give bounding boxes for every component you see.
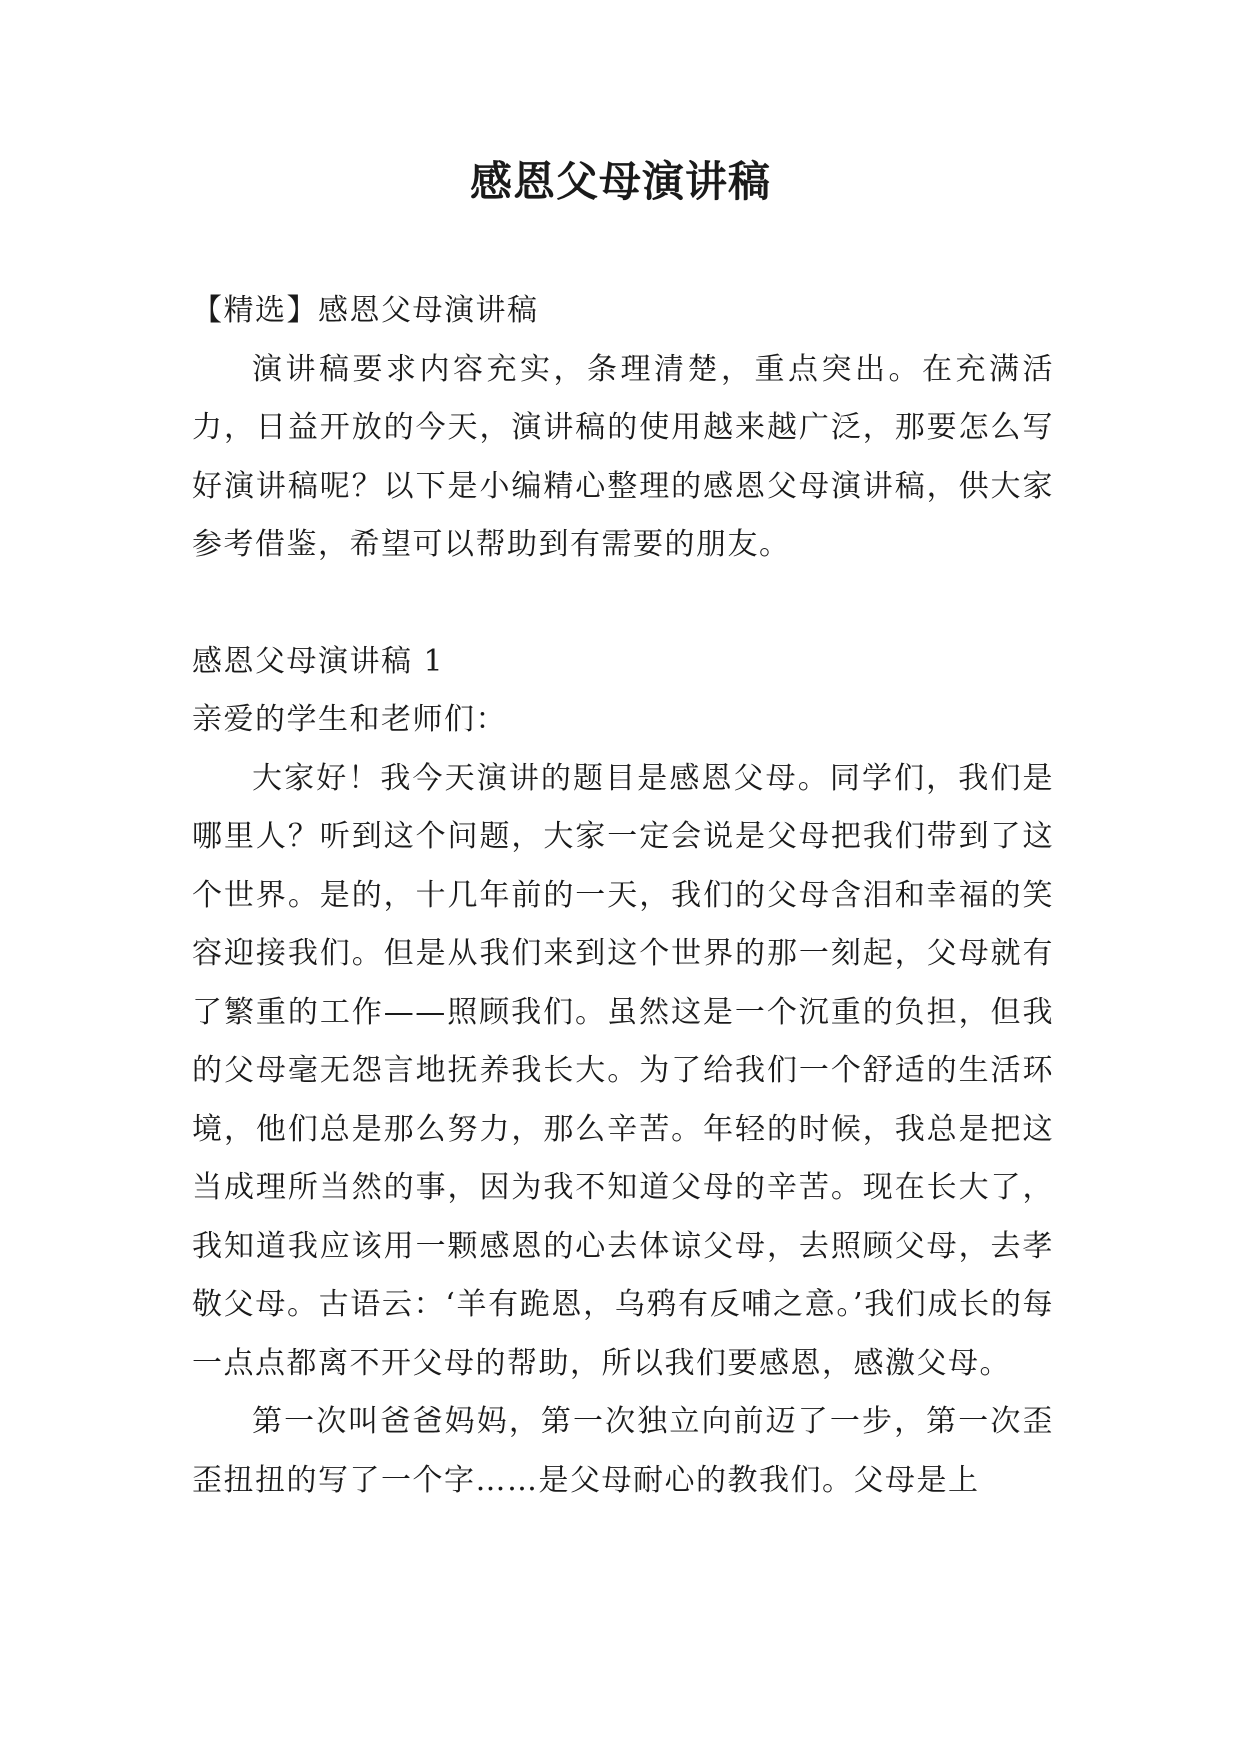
- document-label: 【精选】感恩父母演讲稿: [192, 293, 539, 328]
- section-heading: 感恩父母演讲稿 1: [192, 643, 445, 679]
- speech-paragraph-2: 第一次叫爸爸妈妈，第一次独立向前迈了一步，第一次歪歪扭扭的写了一个字……是父母耐心的教我们。父母是上: [192, 1404, 1054, 1498]
- document-body: [192, 282, 1054, 1510]
- salutation: 亲爱的学生和老师们：: [192, 702, 507, 737]
- intro-paragraph: 演讲稿要求内容充实，条理清楚，重点突出。在充满活力，日益开放的今天，演讲稿的使用越来越广泛，那要怎么写好演讲稿呢？以下是小编精心整理的感恩父母演讲稿，供大家参考借鉴，希望可以帮助到有需要的朋友。: [192, 351, 1054, 562]
- paragraph-gap: [192, 575, 1054, 633]
- speech-paragraph-1: 大家好！我今天演讲的题目是感恩父母。同学们，我们是哪里人？听到这个问题，大家一定会说是父母把我们带到了这个世界。是的，十几年前的一天，我们的父母含泪和幸福的笑容迎接我们。但是从我们来到这个世界的那一刻起，父母就有了繁重的工作——照顾我们。虽然这是一个沉重的负担，但我的父母毫无怨言地抚养我长大。为了给我们一个舒适的生活环境，他们总是那么努力，那么辛苦。年轻的时候，我总是把这当成理所当然的事，因为我不知道父母的辛苦。现在长大了，我知道我应该用一颗感恩的心去体谅父母，去照顾父母，去孝敬父母。古语云：‘羊有跪恩，乌鸦有反哺之意。’我们成长的每一点点都离不开父母的帮助，所以我们要感恩，感激父母。: [192, 760, 1054, 1381]
- document-title: 感恩父母演讲稿: [469, 157, 771, 206]
